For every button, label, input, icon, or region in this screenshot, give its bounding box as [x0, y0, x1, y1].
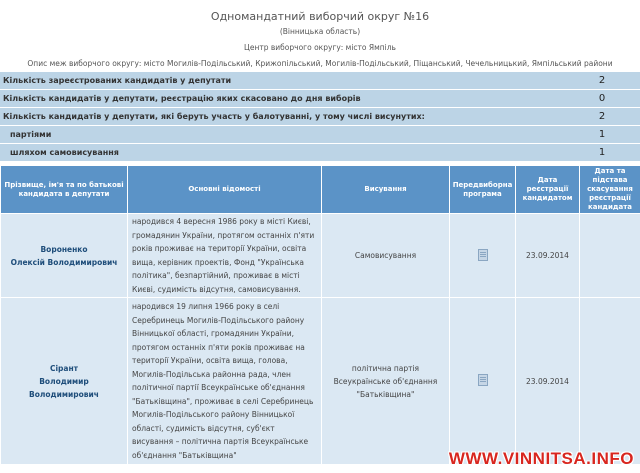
summary-row-parties: [0, 126, 640, 143]
summary-label: партіями: [10, 130, 52, 139]
candidates-table: [0, 165, 640, 465]
col-header-name: Прізвище, ім'я та по батькові кандидата в депутати: [1, 166, 127, 213]
table-header-row: [1, 166, 640, 213]
summary-label: Кількість кандидатів у депутати, реєстрацію яких скасовано до дня виборів: [3, 94, 361, 103]
summary-label: Кількість кандидатів у депутати, які беруть участь у балотуванні, у тому числі висунутих:: [3, 112, 425, 121]
candidate-surname: Вороненко: [40, 244, 88, 254]
summary-row-cancelled: [0, 90, 640, 107]
document-icon[interactable]: [478, 374, 488, 386]
cancel-info: [580, 298, 640, 464]
registration-date: 23.09.2014: [516, 214, 579, 297]
table-row: [1, 298, 640, 464]
summary-row-registered: [0, 72, 640, 89]
district-center: Центр виборчого округу: місто Ямпіль: [244, 43, 396, 52]
candidate-nomination: політична партія Всеукраїнське об'єднання "Батьківщина": [322, 298, 449, 464]
candidate-info: народився 19 липня 1966 року в селі Серебринець Могилів-Подільського району Вінницької області, громадянин України, протягом останніх п'яти років проживає на території України, освіта вища, голова, Могилів-Подільська районна рада, член політичної партії Всеукраїнське об'єднання "Батьківщина", проживає в селі Серебринець Могилів-Подільського району Вінницької області, судимість відсутня, суб'єкт висування – політична партія Всеукраїнське об'єднання "Батьківщина": [128, 298, 321, 464]
district-title: Одномандатний виборчий округ №16: [210, 10, 430, 23]
summary-label: Кількість зареєстрованих кандидатів у депутати: [3, 76, 232, 85]
candidate-given-names: Олексій Володимирович: [10, 257, 118, 267]
candidate-surname: Сірант: [49, 363, 79, 373]
candidate-info: народився 4 вересня 1986 року в місті Києві, громадянин України, протягом останніх п'яти років проживає на території України, освіта вища, керівник проектів, Фонд "Українська політика", безпартійний, проживає в місті Києві, судимість відсутня, самовисування.: [128, 214, 321, 297]
document-icon[interactable]: [478, 249, 488, 261]
site-watermark: WWW.VINNITSA.INFO: [448, 449, 634, 468]
registration-date: 23.09.2014: [516, 298, 579, 464]
program-cell: [450, 298, 515, 464]
candidate-nomination: Самовисування: [322, 214, 449, 297]
district-header: [0, 0, 640, 68]
summary-value: 1: [598, 147, 606, 158]
col-header-nomination: Висування: [322, 166, 449, 213]
col-header-cancel: Дата та підстава скасування реєстрації кандидата: [580, 166, 640, 213]
candidate-first-name: Володимир: [39, 376, 89, 386]
summary-label: шляхом самовисування: [10, 148, 119, 157]
col-header-program: Передвиборна програма: [450, 166, 515, 213]
summary-value: 2: [598, 75, 606, 86]
program-cell: [450, 214, 515, 297]
col-header-reg-date: Дата реєстрації кандидатом: [516, 166, 579, 213]
candidate-name[interactable]: [1, 298, 127, 464]
summary-row-self-nominated: [0, 144, 640, 161]
summary-value: 1: [598, 129, 606, 140]
candidate-patronymic: Володимирович: [29, 389, 99, 399]
summary-row-participating: [0, 108, 640, 125]
col-header-info: Основні відомості: [128, 166, 321, 213]
summary-table: [0, 72, 640, 162]
cancel-info: [580, 214, 640, 297]
summary-value: 2: [598, 111, 606, 122]
district-description: Опис меж виборчого округу: місто Могилів-Подільський, Крижопільський, Могилів-Подільський, Піщанський, Чечельницький, Ямпільський райони: [27, 59, 613, 68]
table-row: [1, 214, 640, 297]
candidate-name[interactable]: [1, 214, 127, 297]
summary-value: 0: [598, 93, 606, 104]
district-region: (Вінницька область): [279, 27, 361, 36]
